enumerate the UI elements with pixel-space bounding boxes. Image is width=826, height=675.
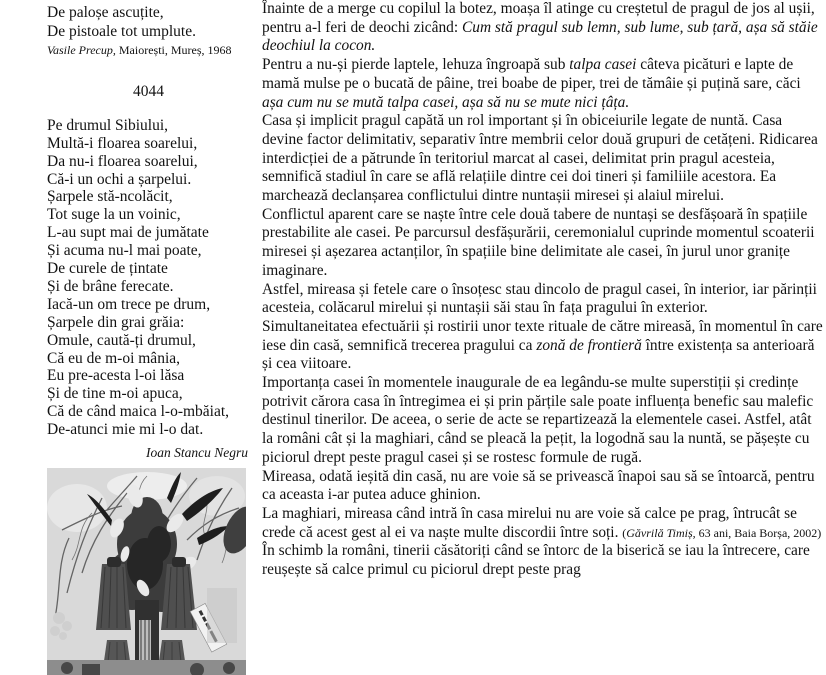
text-run: Vasile Precup, [47,43,116,58]
text-run: ( [622,525,627,540]
text-run: zonă de frontieră [536,336,642,354]
poem-line: Multă-i floarea soarelui, [47,134,198,152]
paragraph [262,56,825,112]
text-run: între existența sa anterioară și cea viitoare. [262,336,815,373]
poem-line: De curele de țintate [47,260,168,278]
paragraph [262,542,825,579]
text-run: Înainte de a merge cu copilul la botez, moașa îl atinge cu creștetul de pragul de jos al ușii, pentru a-l feri de deochi zicând: [262,0,815,36]
poem-line: Da nu-i floarea soarelui, [47,152,198,170]
text-run: Casa și implicit pragul capătă un rol important și în obiceiurile legate de nuntă. Casa devine factor delimitativ, separativ între membrii celor două grupuri de cetățeni. Ridicarea interdicției de a pătrunde în teritoriul marcat al casei, delimitat prin pragul acesteia, semnifică stadiul în care se află relațiile dintre cei doi tineri și familiile acestora. Ea marchează declanșarea conflictului dintre nuntașii miresei și alaiul mirelui. [262,112,818,205]
paragraph [262,112,825,206]
ceremonial-photo [47,468,246,675]
text-run: Găvrilă Timiș, [626,525,696,540]
paragraph [262,281,825,318]
paragraph [262,206,825,281]
poem-line: Pe drumul Sibiului, [47,116,168,134]
poem-line: De pistoale tot umplute. [47,22,196,40]
text-run: La maghiari, mireasa când intră în casa mirelui nu are voie să calce pe prag, întrucât se crede că acest gest al ei va naște multe discordii între soți. [262,504,798,541]
poem-4044 [47,117,250,439]
poem-line: Că de când maica l-o-mbăiat, [47,403,230,421]
poem-line: Iacă-un om trece pe drum, [47,295,211,313]
paragraph [262,318,825,374]
paragraph [262,505,825,542]
poem-line: Eu pre-acesta l-oi lăsa [47,367,185,385]
paragraph [262,468,825,505]
poem-line: Șarpele din grai grăia: [47,313,185,331]
text-run: Pentru a nu-și pierde laptele, lehuza îngroapă sub [262,56,570,74]
text-run: Simultaneitatea efectuării și rostirii unor texte rituale de către mireasă, în momentul în care iese din casă, semnifică trecerea pragului ca [262,317,823,354]
text-run: Astfel, mireasa și fetele care o însoțesc stau dincolo de pragul casei, în interior, iar părinții acesteia, colăcarul mirelui și nuntașii săi stau în fața pragului în exterior. [262,280,817,317]
text-run: Importanța casei în momentele inaugurale de ea legându-se multe superstiții și credințe potrivit cărora casa în întregimea ei și prin părțile sale poate influența benefic sau malefic destinul tinerilor. De aceea, o serie de acte se repartizează la elementele casei. Astfel, atât la români cât și la maghiari, când se pleacă la pețit, la logodnă sau la nuntă, se pășește cu piciorul drept peste pragul casei și se rostesc formule de rugă. [262,374,814,466]
paragraph [262,374,825,468]
poem-line: Că eu de m-oi mânia, [47,349,180,367]
attribution-negru: Ioan Stancu Negru [146,445,248,461]
text-run: Cum stă pragul sub lemn, sub lume, sub țară, așa să stăie deochiul la cocon. [262,18,818,55]
poem-line: De-atunci mie mi l-o dat. [47,421,204,439]
previous-poem-ending [47,4,250,41]
poem-line: Omule, caută-ți drumul, [47,331,196,349]
text-run: 63 ani, Baia Borșa, 2002) [695,525,822,540]
poem-line: Și de tine m-oi apuca, [47,385,183,403]
text-run: talpa casei [569,56,637,74]
text-run: Conflictul aparent care se naște între cele două tabere de nuntași se desfășoară în spațiile prestabilite ale casei. Pe parcursul desfășurării, ceremonialul cuprinde momentul scoaterii miresei și așezarea actanților, în spațiile bine delimitate ale casei, în jurul unor granițe imaginare. [262,205,815,279]
poem-number: 4044 [133,83,164,101]
paragraph [262,0,825,56]
ceremonial-photo-graphic [47,468,246,675]
text-run: așa cum nu se mută talpa casei, așa să nu se mute nici țâța. [262,93,630,111]
poem-line: Și de brâne ferecate. [47,277,174,295]
poem-line: De paloșe ascuțite, [47,4,164,21]
poem-line: Șarpele stă-ncolăcit, [47,188,173,206]
poem-line: Și acuma nu-l mai poate, [47,242,202,260]
left-column [47,4,250,463]
text-run: În schimb la români, tinerii căsătoriți când se întorc de la biserică se iau la întrecere, care reușește să calce primul cu piciorul drept peste prag [262,542,810,579]
text-run: câteva picături e lapte de mamă mulse pe o bucată de pâine, trei boabe de piper, trei de tămâie și puțină sare, căci [262,56,801,92]
poem-line: L-au supt mai de jumătate [47,224,209,242]
text-run: Maiorești, Mureș, 1968 [115,43,232,58]
right-column-text [262,0,825,580]
poem-line: Că-i un ochi a șarpelui. [47,170,192,188]
poem-line: Tot suge la un voinic, [47,206,181,224]
text-run: Mireasa, odată ieșită din casă, nu are voie să se privească înapoi sau să se întoarcă, pentru ca aceasta i-ar putea aduce ghinion. [262,467,815,504]
attribution-precup [47,42,250,58]
